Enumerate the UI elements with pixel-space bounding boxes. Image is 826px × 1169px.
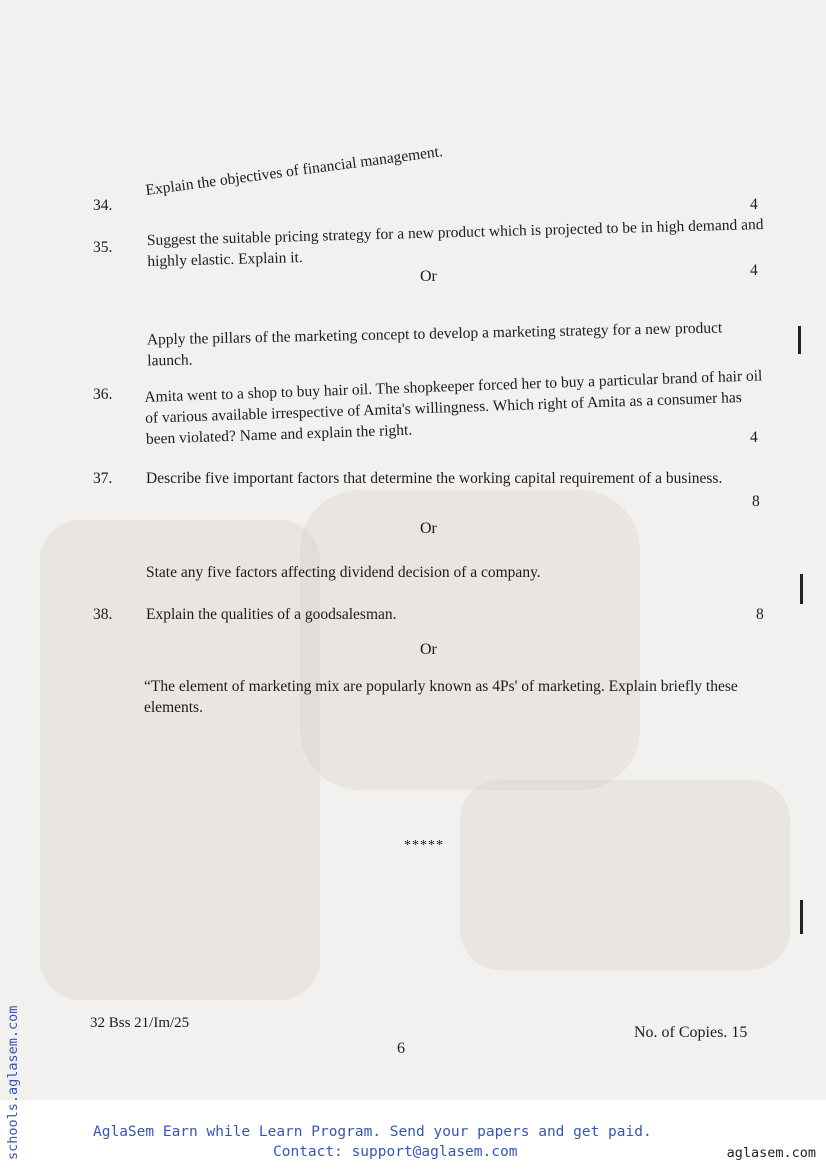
question-text: Amita went to a shop to buy hair oil. The shopkeeper forced her to buy a particular brand of hair oil of various available irrespective of Amita's willingness. Which right of Amita as a consumer has been violated? Name and explain the right. <box>144 367 763 448</box>
question-text: Describe five important factors that determine the working capital requirement of a business. <box>146 470 723 487</box>
alternative-question: “The element of marketing mix are popularly known as 4Ps' of marketing. Explain briefly these elements. <box>144 678 738 716</box>
page-number: 6 <box>397 1040 405 1057</box>
question-text: Suggest the suitable pricing strategy for a new product which is projected to be in high demand and highly elastic. Explain it. <box>146 216 764 271</box>
or-separator: Or <box>420 520 437 537</box>
question-number: 36. <box>93 386 113 403</box>
paper-code: 32 Bss 21/Im/25 <box>90 1015 190 1031</box>
scan-edge-mark <box>800 574 803 604</box>
question-marks: 4 <box>750 262 758 279</box>
question-marks: 8 <box>752 493 760 510</box>
or-separator: Or <box>420 268 437 285</box>
alternative-question: State any five factors affecting dividend decision of a company. <box>146 564 541 581</box>
question-number: 34. <box>93 197 113 214</box>
background-shadow <box>40 520 320 1000</box>
question-text: Explain the qualities of a goodsalesman. <box>146 606 397 623</box>
question-number: 35. <box>93 239 113 256</box>
watermark-line-1: AglaSem Earn while Learn Program. Send your papers and get paid. <box>93 1124 652 1140</box>
question-text: Explain the objectives of financial management. <box>144 143 444 200</box>
question-number: 38. <box>93 606 113 623</box>
watermark-site[interactable]: aglasem.com <box>726 1145 816 1161</box>
copies-count: No. of Copies. 15 <box>634 1024 748 1041</box>
question-number: 37. <box>93 470 113 487</box>
end-of-paper-mark: ***** <box>404 838 444 853</box>
scan-edge-mark <box>798 326 801 354</box>
question-marks: 4 <box>750 196 758 213</box>
background-shadow <box>460 780 790 970</box>
alternative-question: Apply the pillars of the marketing concept to develop a marketing strategy for a new product launch. <box>146 319 723 370</box>
or-separator: Or <box>420 641 437 658</box>
question-marks: 8 <box>756 606 764 623</box>
scan-edge-mark <box>800 900 803 934</box>
background-shadow <box>300 490 640 790</box>
side-watermark: schools.aglasem.com <box>5 1005 21 1160</box>
watermark-contact[interactable]: Contact: support@aglasem.com <box>273 1144 518 1160</box>
question-marks: 4 <box>750 429 758 446</box>
